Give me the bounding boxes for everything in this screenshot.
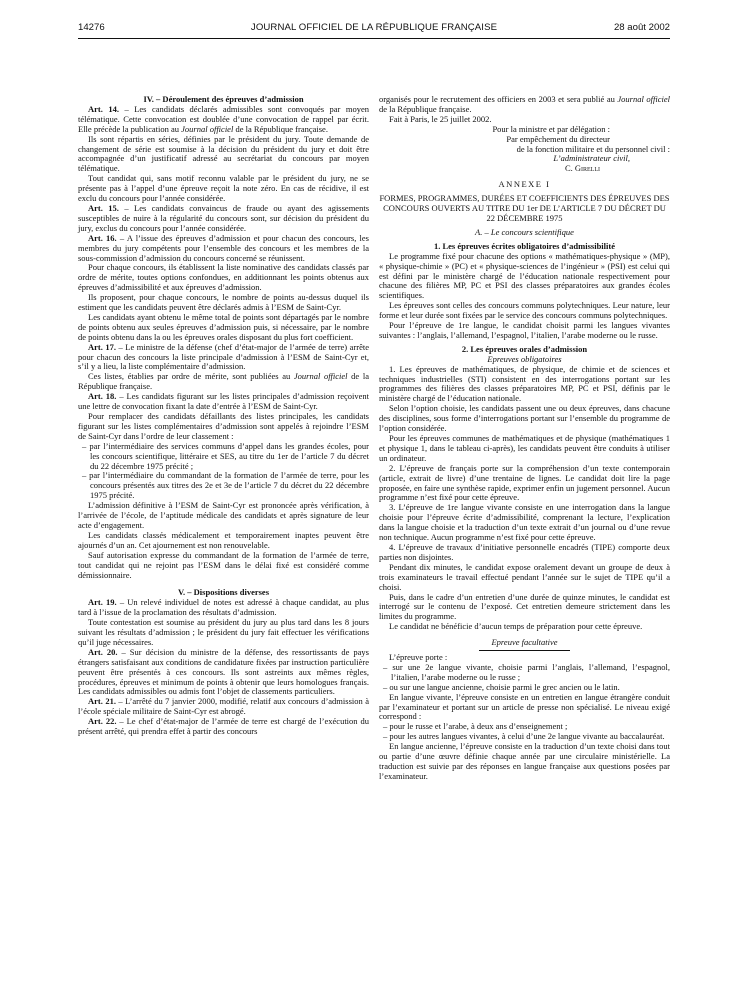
right-column <box>379 95 670 782</box>
paragraph-text: – Le ministre de la défense (chef d’état-major de l’armée de terre) arrête pour chacun des concours la liste principale d’admission à l’ESM de Saint-Cyr et, s’il y a lieu, la liste complémentaire d’admission. <box>78 341 369 372</box>
list-item: – sur une 2e langue vivante, choisie parmi l’anglais, l’allemand, l’espagnol, l’italien, l’arabe moderne ou le russe ; <box>383 661 670 682</box>
list <box>379 663 670 693</box>
paragraph-text: – Les candidats convaincus de fraude ou ayant des agissements susceptibles de nuire à la régularité du concours sont, sur décision du président du jury, exclus du concours pour l’année considérée. <box>78 202 370 233</box>
subsection-heading: Epreuves obligatoires <box>487 353 562 364</box>
article-20 <box>78 648 369 698</box>
paragraph-text: organisés pour le recrutement des officiers en 2003 et sera publié au <box>379 94 618 104</box>
paragraph: Pour remplacer des candidats défaillants des listes principales, les candidats figurant sur les listes complémentaires d’admission sont appelés à rejoindre l’ESM de Saint-Cyr dans l’ordre de leur classement : <box>78 411 369 441</box>
section-heading: V. – Dispositions diverses <box>178 587 269 598</box>
journal-name: Journal officiel <box>293 371 348 382</box>
paragraph: Les épreuves sont celles des concours communs polytechniques. Leur nature, leur forme et leur durée sont fixées par le service des concours communs polytechniques. <box>379 300 670 321</box>
paragraph: Selon l’option choisie, les candidats passent une ou deux épreuves, dans chacune des disciplines, sous forme d’interrogations portant sur l’ensemble du programme de l’option considérée. <box>379 403 670 434</box>
paragraph: Toute contestation est soumise au président du jury au plus tard dans les 8 jours suivant les résultats d’admission ; le président du jury fait effectuer les vérifications qu’il juge nécessaires. <box>78 617 369 647</box>
article-label: Art. 22. <box>88 716 117 727</box>
annex-title: ANNEXE I <box>498 179 551 190</box>
annex-subtitle: FORMES, PROGRAMMES, DURÉES ET COEFFICIENTS DES ÉPREUVES DES CONCOURS OUVERTS AU TITRE DU 1er DE L’ARTICLE 7 DU DÉCRET DU 22 DÉCEMBRE 1975 <box>379 193 670 223</box>
paragraph <box>379 95 670 115</box>
paragraph-text: – Les candidats figurant sur les listes principales d’admission reçoivent une lettre de convocation fixant la date d’entrée à l’ESM de Saint-Cyr. <box>78 391 369 412</box>
signatory-name: C. Girelli <box>564 163 600 174</box>
page-header <box>78 22 670 36</box>
signature-line: de la fonction militaire et du personnel civil : <box>516 143 670 154</box>
header-rule <box>78 38 670 39</box>
signature-block <box>379 125 670 175</box>
article-15 <box>78 204 369 234</box>
section-heading: 1. Les épreuves écrites obligatoires d’admissibilité <box>433 240 615 251</box>
article-label: Art. 18. <box>88 391 117 402</box>
paragraph: Les candidats classés médicalement et temporairement inaptes peuvent être ajournés d’un an. Cet ajournement est non renouvelable. <box>78 529 369 550</box>
journal-title: JOURNAL OFFICIEL DE LA RÉPUBLIQUE FRANÇAISE <box>250 22 498 33</box>
journal-name: Journal officiel <box>181 123 234 134</box>
paragraph: 2. L’épreuve de français porte sur la compréhension d’un texte contemporain (article, extrait de livre) d’une trentaine de lignes. Le candidat doit lire la page proposée, en faire une synthèse rapide, exprimer enfin un jugement personnel. Aucun programme n’est fixé pour cette épreuve. <box>379 462 670 503</box>
paragraph: En langue ancienne, l’épreuve consiste en la traduction d’un texte choisi dans tout ou partie d’une œuvre définie chaque année par une circulaire ministérielle. La traduction est suivie par des réponses en langue française aux questions posées par l’examinateur. <box>379 741 670 781</box>
paragraph: Le programme fixé pour chacune des options « mathématiques-physique » (MP), « physique-chimie » (PC) et « physique-sciences de l’ingénieur » (PSI) est celui qui est défini par le ministère chargé de l’éducation nationale respectivement pour chacune des filières MP, PC et PSI des classes préparatoires aux grandes écoles scientifiques. <box>379 250 670 301</box>
paragraph-text: – Sur décision du ministre de la défense, des ressortissants de pays étrangers satisfaisant aux conditions de candidature fixées par instruction particulière peuvent être présentés à ces concours. Ils sont astreints aux mêmes règles, procédures, épreuves et minimum de points à obtenir que leurs homologues français. Les candidats admissibles ou admis font l’objet de classements particuliers. <box>78 646 369 697</box>
paragraph: Le candidat ne bénéficie d’aucun temps de préparation pour cette épreuve. <box>389 621 643 632</box>
paragraph-text: – A l’issue des épreuves d’admission et pour chacun des concours, les membres du jury compétents pour l’ensemble des concours et les membres de la sous-commission d’admission du concours concerné se réunissent. <box>78 232 369 263</box>
date-line: Fait à Paris, le 25 juillet 2002. <box>389 113 492 124</box>
subsection-heading: A. – Le concours scientifique <box>475 226 574 237</box>
article-22 <box>78 717 369 737</box>
list <box>379 722 670 742</box>
publication-date: 28 août 2002 <box>613 22 670 33</box>
paragraph-text: Ces listes, établies par ordre de mérite, sont publiées au <box>88 371 294 382</box>
list-item: – ou sur une langue ancienne, choisie parmi le grec ancien ou le latin. <box>383 681 620 692</box>
paragraph: Les candidats ayant obtenu le même total de points sont départagés par le nombre de points obtenu aux seules épreuves d’admission puis, si nécessaire, par le nombre de points obtenu dans la ou les épreuves orales disposant du plus fort coefficient. <box>78 311 369 342</box>
paragraph: En langue vivante, l’épreuve consiste en un entretien en langue étrangère conduit par l’examinateur et portant sur un article de presse non spécialisé. Le niveau exigé correspond : <box>379 691 670 722</box>
paragraph: Pour chaque concours, ils établissent la liste nominative des candidats classés par ordre de mérite, toutes options confondues, en additionnant les points obtenus aux épreuves d’admissibilité et aux épreuves d’admission. <box>78 262 369 293</box>
paragraph: L’admission définitive à l’ESM de Saint-Cyr est prononcée après vérification, à l’arrivée de l’école, de l’aptitude médicale des candidats et après signature de leur acte d’engagement. <box>78 500 369 530</box>
list-item: – par l’intermédiaire du commandant de la formation de l’armée de terre, pour les concours présentés aux titres des 2e et 3e de l’article 7 du décret du 22 décembre 1975 précité. <box>82 470 369 501</box>
journal-name: Journal officiel <box>617 94 670 104</box>
signature-line: L’administrateur civil, <box>553 153 630 164</box>
divider <box>479 650 570 651</box>
paragraph: Tout candidat qui, sans motif reconnu valable par le président du jury, ne se présente pas à l’appel d’une épreuve reçoit la note zéro. En cas de récidive, il est exclu du concours pour l’année considérée. <box>78 173 369 204</box>
article-label: Art. 17. <box>88 341 116 352</box>
list-item: – pour le russe et l’arabe, à deux ans d’enseignement ; <box>383 721 568 732</box>
paragraph: Ils sont répartis en séries, définies par le président du jury. Toute demande de changement de série est soumise à la décision du président du jury et doit être accompagnée d’un justificatif adressé au secrétariat du concours par moyen télématique. <box>78 133 369 174</box>
paragraph: Sauf autorisation expresse du commandant de la formation de l’armée de terre, tout candidat qui ne rejoint pas l’ESM dans le délai fixé est considéré comme démissionnaire. <box>78 549 369 580</box>
subsection-heading: Epreuve facultative <box>491 637 558 648</box>
paragraph-text: de la République française. <box>233 123 328 134</box>
article-17 <box>78 343 369 373</box>
paragraph: Ils proposent, pour chaque concours, le nombre de points au-dessus duquel ils estiment que les candidats peuvent être déclarés admis à l’ESM de Saint-Cyr. <box>78 292 369 313</box>
article-label: Art. 14. <box>88 103 119 114</box>
article-14 <box>78 105 369 135</box>
article-label: Art. 19. <box>88 597 117 608</box>
article-label: Art. 20. <box>88 646 118 657</box>
article-label: Art. 16. <box>88 232 117 243</box>
paragraph-text: – L’arrêté du 7 janvier 2000, modifié, relatif aux concours d’admission à l’école spéciale militaire de Saint-Cyr est abrogé. <box>78 696 369 717</box>
section-heading: 2. Les épreuves orales d’admission <box>461 343 588 354</box>
paragraph-text: de la République française. <box>78 371 369 392</box>
article-16 <box>78 234 369 264</box>
left-column <box>78 95 369 737</box>
paragraph: L’épreuve porte : <box>389 652 448 663</box>
list <box>78 442 369 501</box>
paragraph-text: – Le chef d’état-major de l’armée de terre est chargé de l’exécution du présent arrêté, qui prendra effet à partir des concours <box>78 716 369 737</box>
signature-line: Pour la ministre et par délégation : <box>492 123 610 134</box>
article-label: Art. 21. <box>88 696 116 707</box>
paragraph: Pour les épreuves communes de mathématiques et de physique (mathématiques 1 et physique 1, dans le tableau ci-après), les candidats peuvent être conduits à utiliser un ordinateur. <box>379 433 670 463</box>
paragraph: Pour l’épreuve de 1re langue, le candidat choisit parmi les langues vivantes suivantes : l’anglais, l’allemand, l’espagnol, l’italien, l’arabe moderne ou le russe. <box>379 320 670 340</box>
paragraph: Pendant dix minutes, le candidat expose oralement devant un groupe de deux à trois examinateurs le travail effectué pendant l’année sur le sujet de TIPE qu’il a choisi. <box>379 561 670 592</box>
signature-line: Par empêchement du directeur <box>506 133 610 144</box>
paragraph: 4. L’épreuve de travaux d’initiative personnelle encadrés (TIPE) comporte deux parties non disjointes. <box>379 541 670 562</box>
article-label: Art. 15. <box>88 202 119 213</box>
paragraph: 1. Les épreuves de mathématiques, de physique, de chimie et de sciences et techniques industrielles (STI) consistent en des interrogations portant sur les programmes des filières des classes préparatoires MP, PC et PSI, définis par le ministère chargé de l’éducation nationale. <box>379 363 670 404</box>
paragraph-text: – Les candidats déclarés admissibles sont convoqués par moyen télématique. Cette convocation est doublée d’une convocation de rappel par écrit. Elle précède la publication au <box>78 103 369 134</box>
list-item: – pour les autres langues vivantes, à celui d’une 2e langue vivante au baccalauréat. <box>383 731 665 742</box>
article-21 <box>78 697 369 717</box>
article-18 <box>78 392 369 412</box>
section-heading: IV. – Déroulement des épreuves d’admission <box>143 94 304 104</box>
paragraph: 3. L’épreuve de 1re langue vivante consiste en une interrogation dans la langue choisie pour l’épreuve écrite d’admissibilité, comprenant la lecture, l’explication dans la langue choisie et la traduction d’un texte extrait d’un journal ou d’une revue non technique. Aucun programme n’est fixé pour cette épreuve. <box>379 502 670 543</box>
paragraph: Puis, dans le cadre d’un entretien d’une durée de quinze minutes, le candidat est interrogé sur le contenu de l’exposé. Cet entretien demeure strictement dans les limites du programme. <box>379 591 670 622</box>
paragraph-text: – Un relevé individuel de notes est adressé à chaque candidat, au plus tard à l’issue de la proclamation des résultats d’admission. <box>78 597 369 618</box>
paragraph <box>78 372 369 392</box>
list-item: – par l’intermédiaire des services communs d’appel dans les grandes écoles, pour les concours scientifique, littéraire et SES, au titre du 1er de l’article 7 du décret du 22 décembre 1975 précité ; <box>82 440 369 471</box>
paragraph-text: de la République française. <box>379 103 472 114</box>
article-19 <box>78 598 369 618</box>
page-number: 14276 <box>78 22 105 33</box>
